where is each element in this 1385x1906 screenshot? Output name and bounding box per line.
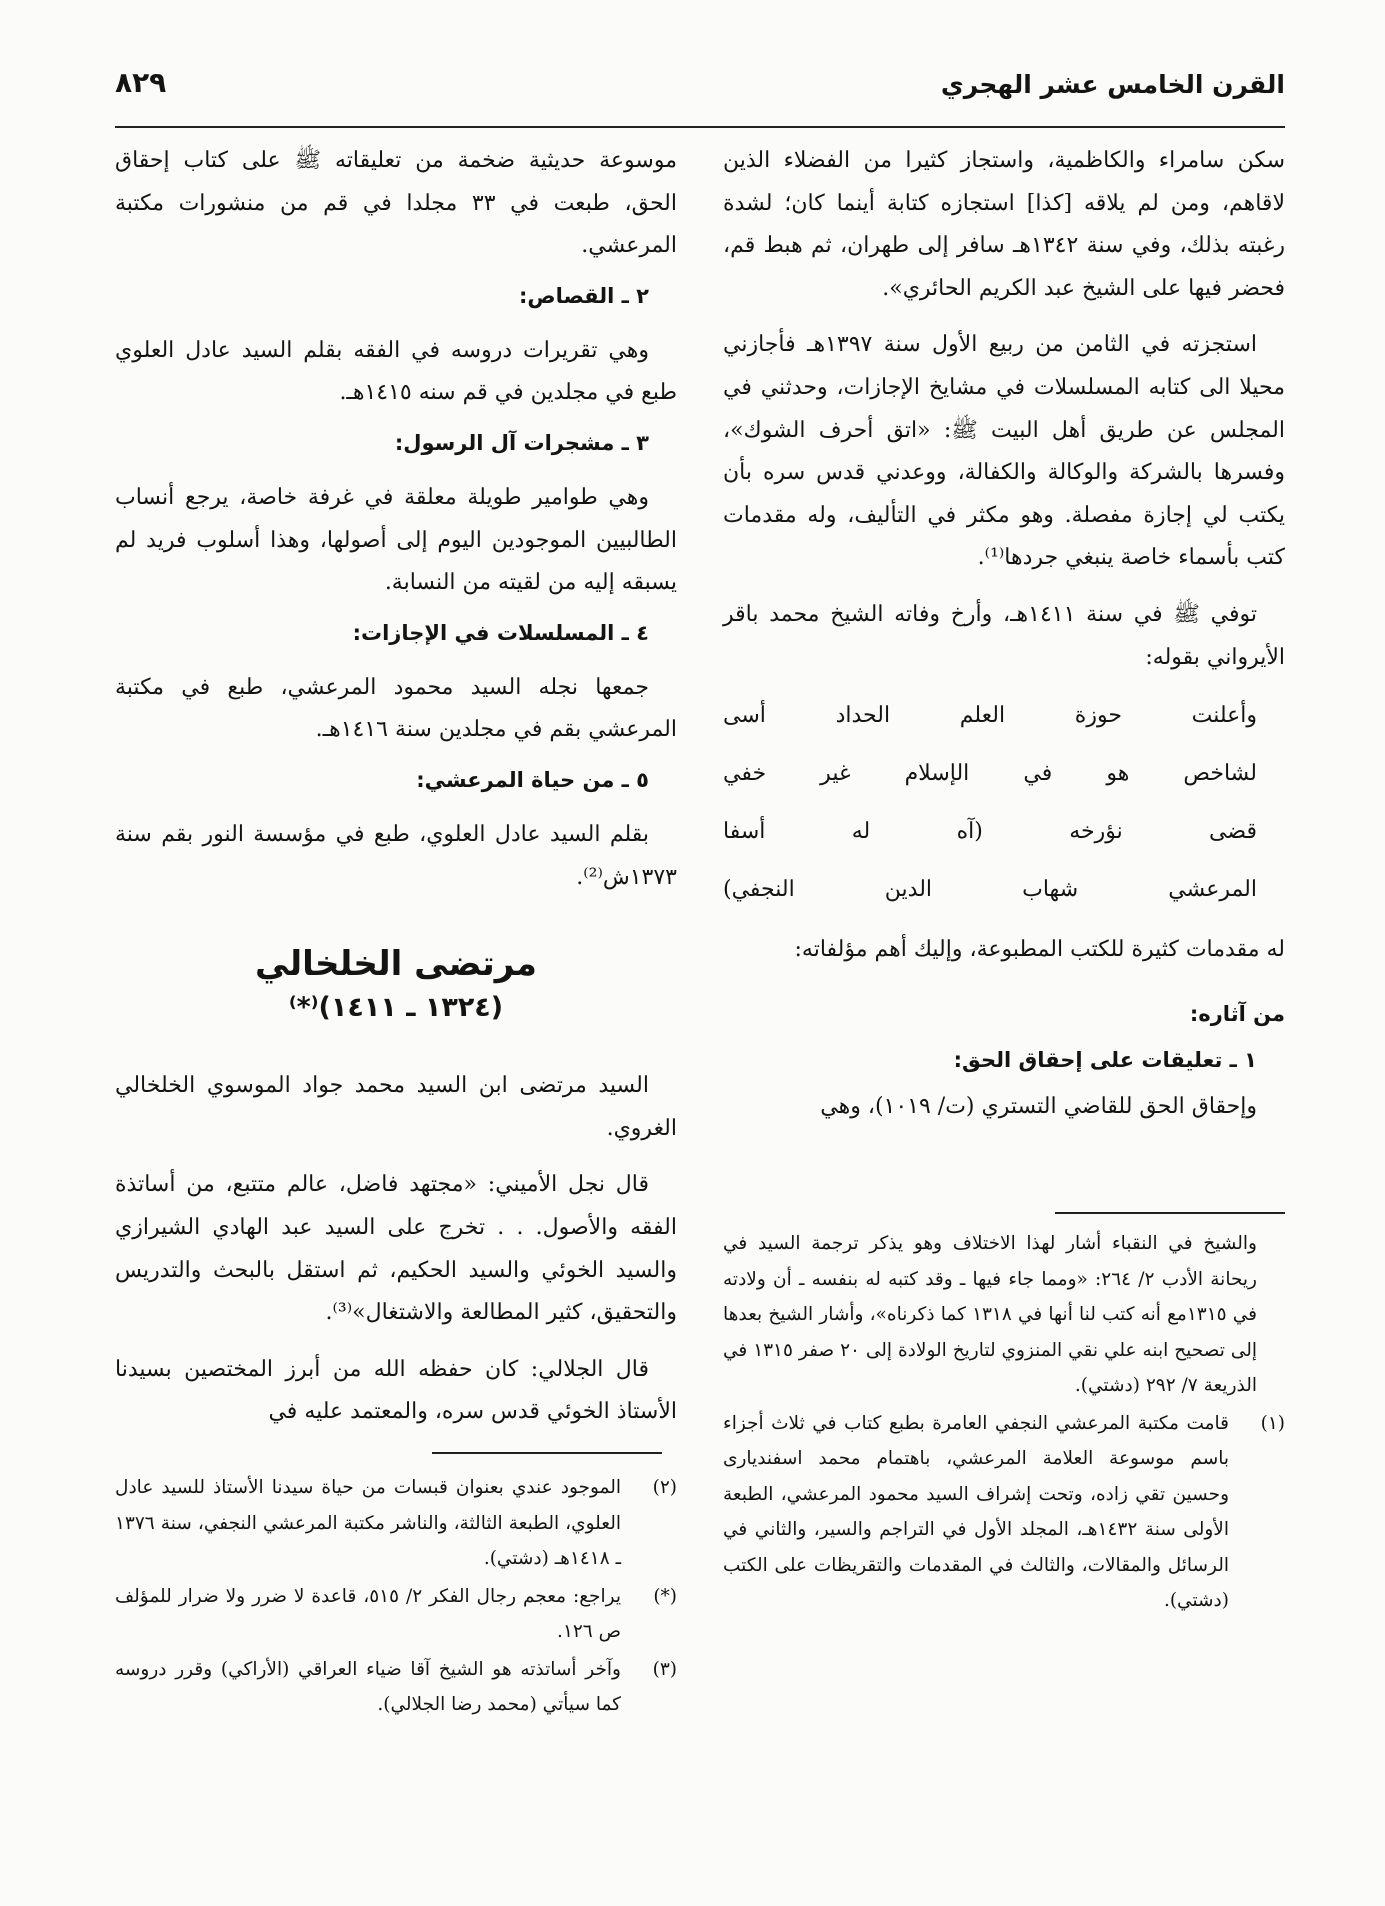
work-title: ١ ـ تعليقات على إحقاق الحق: [953,1047,1257,1072]
biography-title: مرتضى الخلخالي [255,944,537,985]
footnote-marker: (*) [653,1585,677,1607]
paragraph: سكن سامراء والكاظمية، واستجاز كثيرا من الفضلاء الذين لاقاهم، ومن لم يلاقه [كذا] استجازه كتابة أينما كان؛ لشدة رغبته بذلك، وفي سنة ١٣٤٢هـ سافر إلى طهران، ثم هبط قم، فحضر فيها على الشيخ عبد الكريم الحائري». [723,148,1285,301]
footnote-text: وآخر أساتذته هو الشيخ آقا ضياء العراقي (الأراكي) وقرر دروسه كما سيأتي (محمد رضا الجلالي). [115,1658,621,1715]
work-title: ٤ ـ المسلسلات في الإجازات: [352,620,649,645]
paragraph: بقلم السيد عادل العلوي، طبع في مؤسسة النور بقم سنة ١٣٧٣ش⁽²⁾. [115,821,677,890]
work-title: ٣ ـ مشجرات آل الرسول: [394,430,649,455]
paragraph: موسوعة حديثية ضخمة من تعليقاته ﷺ على كتاب إحقاق الحق، طبعت في ٣٣ مجلدا في قم من منشورات مكتبة المرعشي. [115,148,677,259]
right-column [723,140,1285,1142]
work-title: ٢ ـ القصاص: [518,283,649,308]
footnote-text: قامت مكتبة المرعشي النجفي العامرة بطبع كتاب في ثلاث أجزاء باسم موسوعة العلامة المرعشي، باهتمام محمد اسفنديارى وحسين تقي زاده، وتحت إشراف السيد محمود المرعشي، الطبعة الأولى سنة ١٤٣٢هـ، المجلد الأول في التراجم والسير، والثاني في الرسائل والمقالات، والثالث في المقدمات والتقريظات على الكتب (دشتي). [723,1412,1229,1611]
paragraph: قال الجلالي: كان حفظه الله من أبرز المختصين بسيدنا الأستاذ الخوئي قدس سره، والمعتمد عليه في [115,1356,677,1425]
verse-line: المرعشي شهاب الدين النجفي) [723,877,1257,903]
paragraph: وهي طوامير طويلة معلقة في غرفة خاصة، يرجع أنساب الطالبيين الموجودين اليوم إلى أصولها، وهذا أسلوب فريد لم يسبقه إليه من لقيته من النسابة. [115,484,677,596]
paragraph: استجزته في الثامن من ربيع الأول سنة ١٣٩٧هـ فأجازني محيلا الى كتابه المسلسلات في مشايخ الإجازات، وحدثني في المجلس عن طريق أهل البيت ﷺ: «اتق أحرف الشوك»، وفسرها بالشركة والوكالة والكفالة، ووعدني قدس سره بأن يكتب لي إجازة مفصلة. وهو مكثر في التأليف، وله مقدمات كتب بأسماء خاصة ينبغي جردها⁽¹⁾. [723,332,1285,571]
paragraph: وهي تقريرات دروسه في الفقه بقلم السيد عادل العلوي طبع في مجلدين في قم سنه ١٤١٥هـ. [115,337,677,406]
footnote-marker: (٣) [652,1658,677,1680]
paragraph: جمعها نجله السيد محمود المرعشي، طبع في مكتبة المرعشي بقم في مجلدين سنة ١٤١٦هـ. [115,674,677,743]
footnote [115,1652,677,1723]
footnotes-left [115,1470,677,1725]
section-heading: من آثاره: [1189,1001,1285,1026]
footnote-continuation: والشيخ في النقباء أشار لهذا الاختلاف وهو يذكر ترجمة السيد في ريحانة الأدب ٢/ ٢٦٤: «ومما جاء فيها ـ وقد كتبه له بنفسه ـ أن ولادته في ١٣١٥مع أنه كتب لنا أنها في ١٣١٨ كما ذكرناه»، وأشار الشيخ بعدها إلى تصحيح ابنه علي نقي المنزوي لتاريخ الولادة إلى ٢٠ صفر ١٣١٥ في الذريعة ٧/ ٢٩٢ (دشتي). [723,1233,1257,1396]
page-header [115,66,1285,128]
footnote-marker: (١) [1260,1412,1285,1434]
footnote-text: يراجع: معجم رجال الفكر ٢/ ٥١٥، قاعدة لا ضرر ولا ضرار للمؤلف ص ١٢٦. [115,1585,621,1642]
running-title: القرن الخامس عشر الهجري [940,70,1285,99]
footnote-rule [432,1452,662,1454]
verse-line: لشاخص هو في الإسلام غير خفي [723,761,1257,787]
footnotes-right [723,1226,1285,1621]
biography-dates: (١٣٢٤ ـ ١٤١١)⁽*⁾ [288,992,504,1024]
poem [723,687,1285,919]
footnote [723,1406,1285,1619]
paragraph: وإحقاق الحق للقاضي التستري (ت/ ١٠١٩)، وهي [820,1093,1257,1119]
footnote-text: الموجود عندي بعنوان قبسات من حياة سيدنا الأستاذ للسيد عادل العلوي، الطبعة الثالثة، والناشر مكتبة المرعشي النجفي، سنة ١٣٧٦ ـ ١٤١٨هـ (دشتي). [115,1477,621,1569]
footnote-rule [1055,1212,1285,1214]
paragraph: السيد مرتضى ابن السيد محمد جواد الموسوي الخلخالي الغروي. [115,1073,677,1141]
paragraph: توفي ﷺ في سنة ١٤١١هـ، وأرخ وفاته الشيخ محمد باقر الأيرواني بقوله: [723,601,1285,670]
footnote-marker: (٢) [652,1477,677,1498]
left-column [115,140,677,1448]
page-number: ٨٢٩ [115,66,167,99]
verse-line: قضى نؤرخه (آه له أسفا [723,819,1257,845]
footnote [115,1579,677,1650]
paragraph: له مقدمات كثيرة للكتب المطبوعة، وإليك أهم مؤلفاته: [794,937,1285,963]
footnote [115,1470,677,1577]
verse-line: وأعلنت حوزة العلم الحداد أسى [723,703,1257,729]
work-title: ٥ ـ من حياة المرعشي: [416,767,649,792]
paragraph: قال نجل الأميني: «مجتهد فاضل، عالم متتبع، من أساتذة الفقه والأصول. . . تخرج على السيد عبد الهادي الشيرازي والسيد الخوئي والسيد الحكيم، ثم استقل بالبحث والتدريس والتحقيق، كثير المطالعة والاشتغال»⁽³⁾. [115,1172,677,1326]
